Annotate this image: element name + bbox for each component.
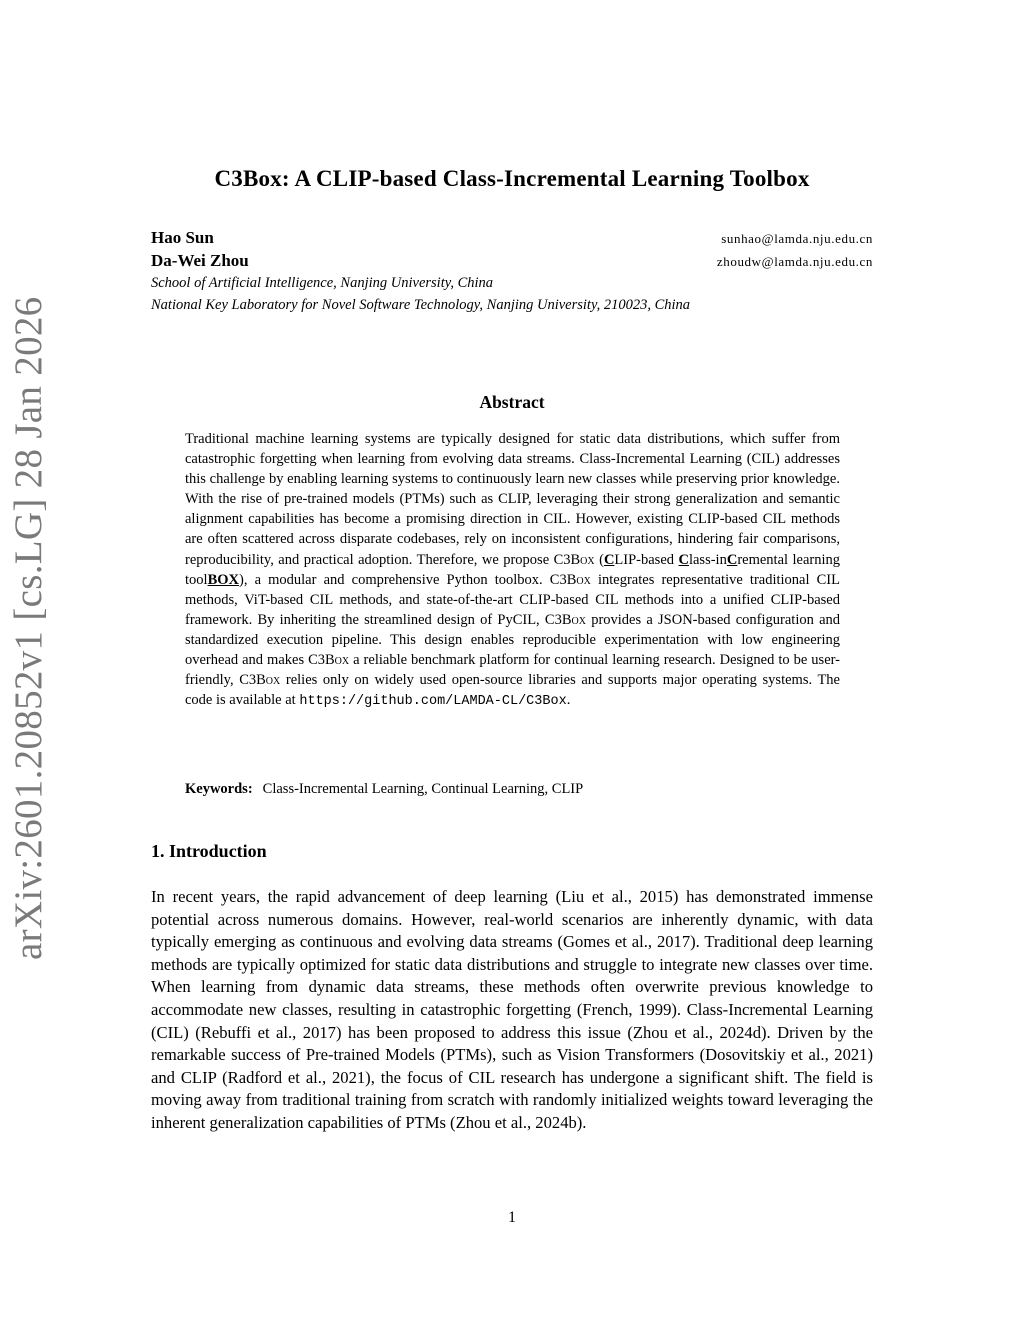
author-row <box>151 251 873 271</box>
paper-title: C3Box: A CLIP-based Class-Incremental Learning Toolbox <box>214 166 810 191</box>
affiliation: National Key Laboratory for Novel Software Technology, Nanjing University, 210023, China <box>151 297 691 313</box>
keywords-text: Class-Incremental Learning, Continual Learning, CLIP <box>262 781 584 797</box>
introduction-body: In recent years, the rapid advancement of deep learning (Liu et al., 2015) has demonstrated immense potential across numerous domains. However, real-world scenarios are inherently dynamic, with data typically emerging as continuous and evolving data streams (Gomes et al., 2017). Traditional deep learning methods are typically optimized for static data distributions and struggle to integrate new classes over time. When learning from dynamic data streams, these methods often overwrite previous knowledge to accommodate new classes, resulting in catastrophic forgetting (French, 1999). Class-Incremental Learning (CIL) (Rebuffi et al., 2017) has been proposed to address this issue (Zhou et al., 2024d). Driven by the remarkable success of Pre-trained Models (PTMs), such as Vision Transformers (Dosovitskiy et al., 2021) and CLIP (Radford et al., 2021), the focus of CIL research has undergone a significant shift. The field is moving away from traditional training from scratch with randomly initialized weights toward leveraging the inherent generalization capabilities of PTMs (Zhou et al., 2024b). <box>151 887 873 1132</box>
affiliation: School of Artificial Intelligence, Nanjing University, China <box>151 275 494 291</box>
author-row <box>151 228 873 248</box>
author-email[interactable]: sunhao@lamda.nju.edu.cn <box>721 231 873 246</box>
keywords <box>185 781 840 798</box>
abstract-body: Traditional machine learning systems are typically designed for static data distributions, which suffer from catastrophic forgetting when learning from evolving data streams. Class-Incremental Learning (CIL) addresses this challenge by enabling learning systems to continuously learn new classes while preserving prior knowledge. With the rise of pre-trained models (PTMs) such as CLIP, leveraging their strong generalization and semantic alignment capabilities has become a promising direction in CIL. However, existing CLIP-based CIL methods are often scattered across disparate codebases, rely on inconsistent configurations, hindering fair comparisons, reproducibility, and practical adoption. Therefore, we propose C3Box (CLIP-based Class-inCremental learning toolBOX), a modular and comprehensive Python toolbox. C3Box integrates representative traditional CIL methods, ViT-based CIL methods, and state-of-the-art CLIP-based CIL methods into a unified CLIP-based framework. By inheriting the streamlined design of PyCIL, C3Box provides a JSON-based configuration and standardized execution pipeline. This design enables reproducible experimentation with low engineering overhead and makes C3Box a reliable benchmark platform for continual learning research. Designed to be user-friendly, C3Box relies only on widely used open-source libraries and supports major operating systems. The code is available at https://github.com/LAMDA-CL/C3Box. <box>185 431 841 710</box>
keywords-label: Keywords: <box>185 781 253 797</box>
arxiv-identifier[interactable]: arXiv:2601.20852v1 [cs.LG] 28 Jan 2026 <box>7 296 50 960</box>
author-name: Da-Wei Zhou <box>151 251 249 270</box>
page-number: 1 <box>508 1209 516 1226</box>
author-email[interactable]: zhoudw@lamda.nju.edu.cn <box>716 254 873 269</box>
section-heading-introduction: 1. Introduction <box>151 841 267 861</box>
abstract-heading: Abstract <box>479 392 545 412</box>
author-name: Hao Sun <box>151 228 214 247</box>
code-url-link[interactable]: https://github.com/LAMDA-CL/C3Box <box>299 694 567 710</box>
